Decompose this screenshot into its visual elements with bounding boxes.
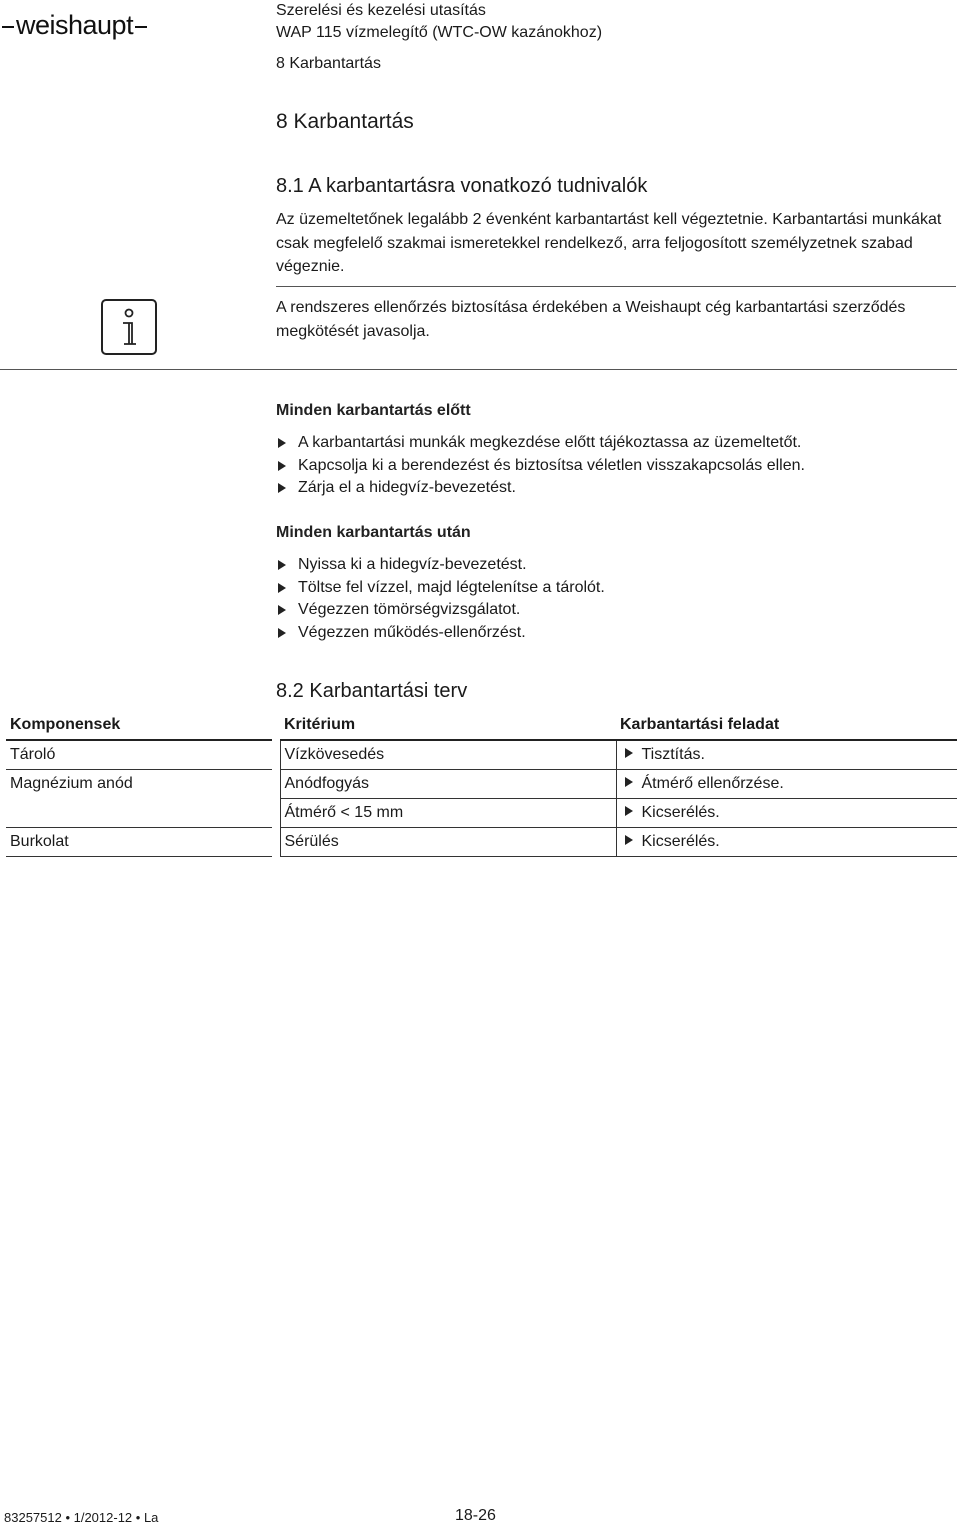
table-row (6, 770, 957, 799)
list-item: Végezzen tömörségvizsgálatot. (276, 599, 605, 622)
info-icon (101, 299, 157, 355)
column-header: Karbantartási feladat (616, 711, 957, 740)
footer-doc-code: 83257512 • 1/2012-12 • La (4, 1510, 159, 1525)
column-header: Kritérium (280, 711, 616, 740)
list-item: Nyissa ki a hidegvíz-bevezetést. (276, 554, 605, 577)
table-cell (6, 799, 272, 828)
list-item: Zárja el a hidegvíz-bevezetést. (276, 477, 805, 500)
triangle-bullet-icon (278, 605, 286, 615)
section-8-1-paragraph: Az üzemeltetőnek legalább 2 évenként karbantartást kell végeztetnie. Karbantartási munkákat csak megfelelő szakmai ismeretekkel rendelkező, arra feljogosított személyzetnek szabad végeznie. (276, 211, 942, 275)
logo-dash-left (2, 26, 14, 28)
triangle-bullet-icon (278, 628, 286, 638)
before-maintenance-title: Minden karbantartás előtt (276, 402, 471, 419)
triangle-bullet-icon (625, 777, 633, 787)
table-cell: Tároló (6, 740, 272, 770)
column-gap (272, 799, 280, 828)
info-note: A rendszeres ellenőrzés biztosítása érdekében a Weishaupt cég karbantartási szerződés megkötését javasolja. (276, 299, 906, 340)
table-cell: Vízkövesedés (280, 740, 616, 770)
after-maintenance-title: Minden karbantartás után (276, 524, 471, 541)
logo-text: weishaupt (16, 10, 134, 40)
info-top-rule (276, 286, 956, 287)
list-item: Végezzen működés-ellenőrzést. (276, 622, 605, 645)
triangle-bullet-icon (278, 483, 286, 493)
list-item: A karbantartási munkák megkezdése előtt tájékoztassa az üzemeltetőt. (276, 432, 805, 455)
chapter-title: 8 Karbantartás (276, 110, 414, 133)
list-item: Töltse fel vízzel, majd légtelenítse a tárolót. (276, 577, 605, 600)
table-cell: Anódfogyás (280, 770, 616, 799)
table-cell: Burkolat (6, 828, 272, 857)
triangle-bullet-icon (278, 438, 286, 448)
triangle-bullet-icon (278, 560, 286, 570)
table-row (6, 799, 957, 828)
footer-page-number: 18-26 (455, 1507, 496, 1524)
section-8-1-title: 8.1 A karbantartásra vonatkozó tudnivalók (276, 175, 648, 197)
after-maintenance-list (276, 554, 605, 645)
triangle-bullet-icon (625, 835, 633, 845)
table-cell: Magnézium anód (10, 775, 133, 793)
table-cell: Kicserélés. (616, 828, 957, 857)
triangle-bullet-icon (625, 806, 633, 816)
column-gap (272, 740, 280, 770)
brand-logo (0, 10, 149, 41)
column-header: Komponensek (6, 711, 272, 740)
table-header-row (6, 711, 957, 740)
section-8-2-title: 8.2 Karbantartási terv (276, 680, 468, 702)
table-cell: Tisztítás. (616, 740, 957, 770)
table-row (6, 740, 957, 770)
info-bottom-rule (0, 369, 957, 370)
column-gap (272, 828, 280, 857)
before-maintenance-list (276, 432, 805, 500)
header-product: WAP 115 vízmelegítő (WTC-OW kazánokhoz) (276, 24, 603, 41)
column-gap (272, 711, 280, 740)
header-doc-type: Szerelési és kezelési utasítás (276, 2, 486, 19)
triangle-bullet-icon (278, 583, 286, 593)
triangle-bullet-icon (625, 748, 633, 758)
table-cell: Kicserélés. (616, 799, 957, 828)
table-cell: Átmérő ellenőrzése. (616, 770, 957, 799)
table-row (6, 828, 957, 857)
column-gap (272, 770, 280, 799)
header-chapter: 8 Karbantartás (276, 55, 381, 72)
table-cell: Sérülés (280, 828, 616, 857)
list-item: Kapcsolja ki a berendezést és biztosítsa véletlen visszakapcsolás ellen. (276, 455, 805, 478)
triangle-bullet-icon (278, 461, 286, 471)
logo-dash-right (135, 26, 147, 28)
table-cell: Átmérő < 15 mm (280, 799, 616, 828)
maintenance-plan-table (6, 711, 957, 857)
